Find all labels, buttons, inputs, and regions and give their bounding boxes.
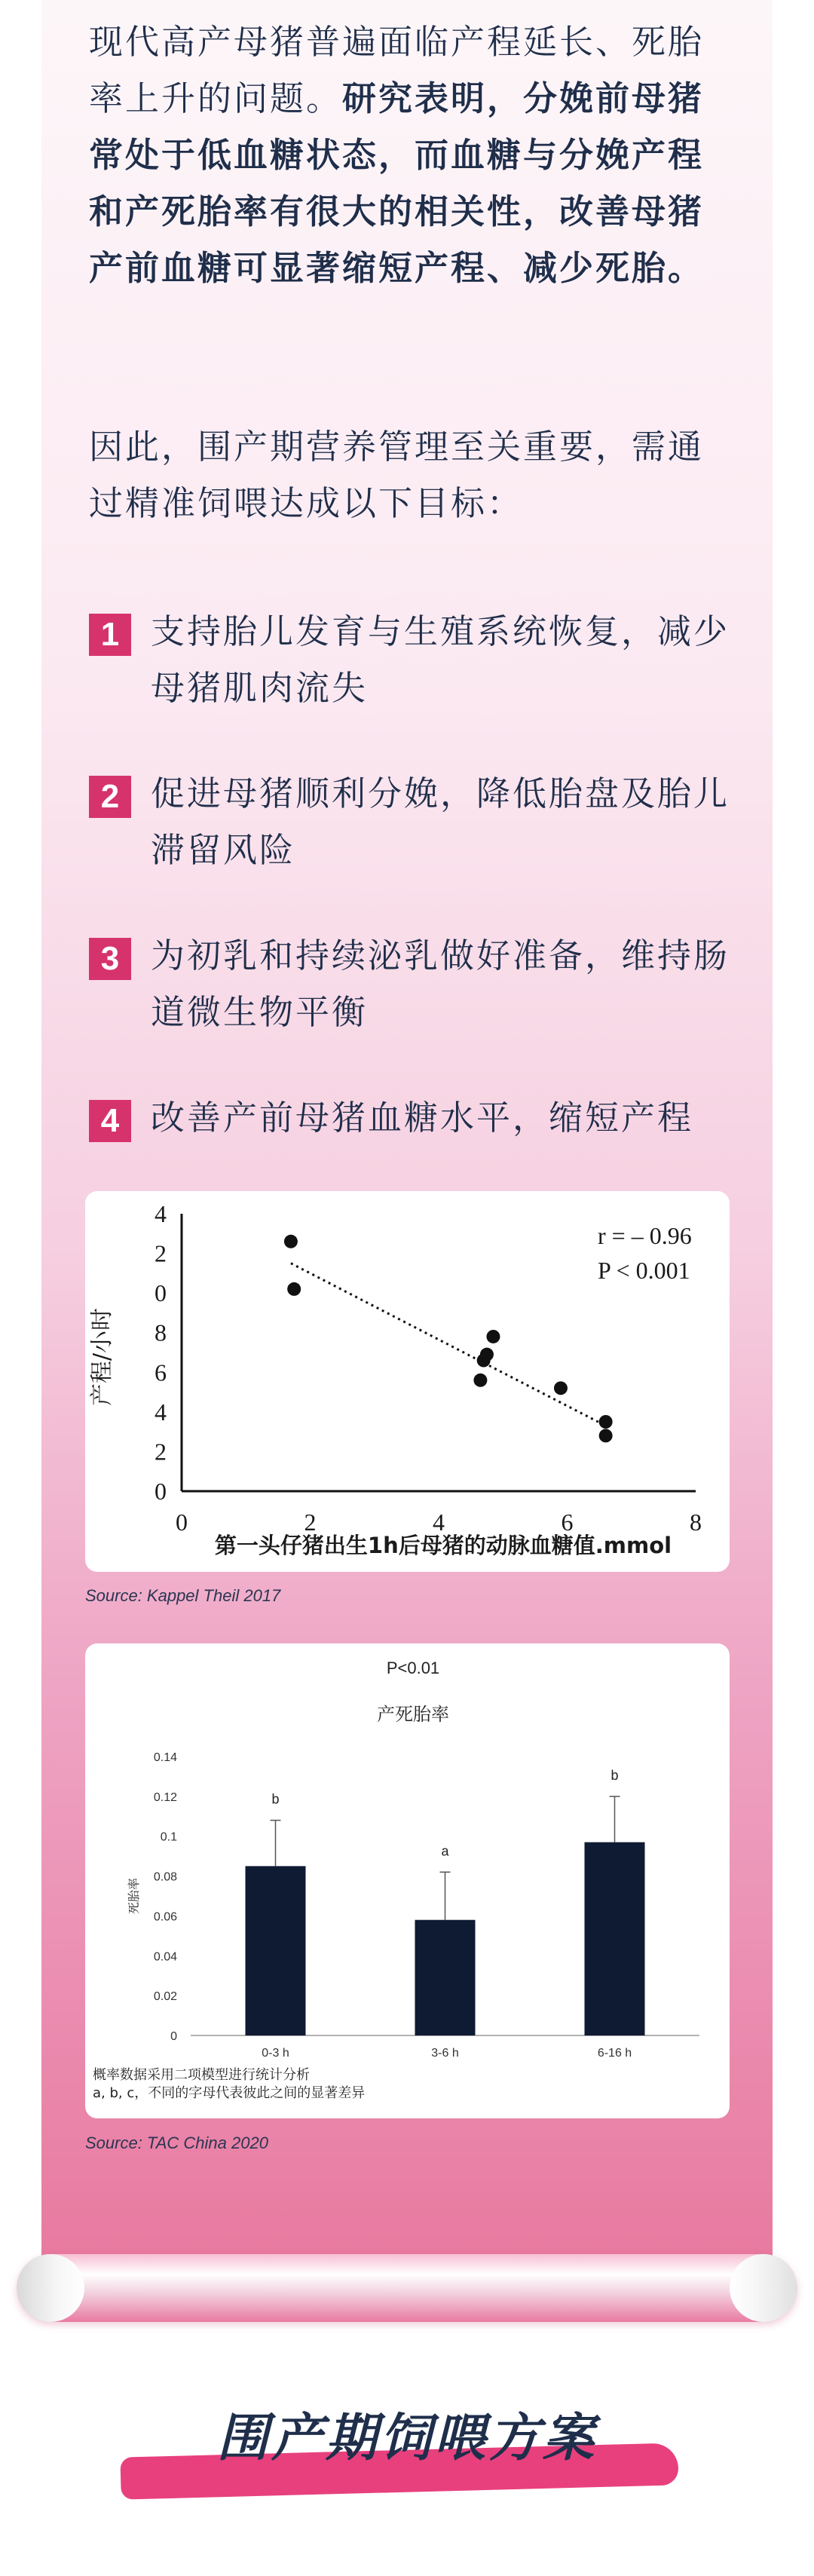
goal-item-4 xyxy=(89,1089,737,1146)
bar-y-tick-label: 0.04 xyxy=(153,1950,177,1964)
goal-number-badge: 3 xyxy=(89,938,131,980)
scatter-y-tick-label: 8 xyxy=(155,1319,167,1346)
scatter-point xyxy=(284,1235,298,1248)
scatter-y-tick-label: 6 xyxy=(155,1358,167,1386)
intro-bold-text: 研究表明，分娩前母猪常处于低血糖状态，而血糖与分娩产程和产死胎率有很大的相关性，改善母猪产前血糖可显著缩短产程、减少死胎。 xyxy=(89,78,705,288)
scroll-roller-cap-left xyxy=(17,2254,84,2322)
bar-y-tick-label: 0.02 xyxy=(153,1990,177,2004)
scatter-x-tick-label: 8 xyxy=(690,1509,702,1536)
intro-normal-text: 现代高产母猪普遍面临产程延长、死胎率上升的问题。 xyxy=(89,22,705,118)
goals-lead-paragraph: 因此，围产期营养管理至关重要，需通过精准饲喂达成以下目标： xyxy=(89,427,705,523)
scatter-point xyxy=(486,1330,500,1343)
scatter-trendline xyxy=(291,1263,606,1426)
bar-y-tick-label: 0.14 xyxy=(153,1751,177,1764)
scatter-ylabel: 产程/小时 xyxy=(89,1307,115,1407)
goal-text: 改善产前母猪血糖水平，缩短产程 xyxy=(151,1098,694,1138)
scatter-y-tick-label: 0 xyxy=(155,1279,167,1307)
scatter-annotation-p: P < 0.001 xyxy=(598,1257,690,1284)
scatter-y-tick-label: 4 xyxy=(155,1398,167,1426)
scatter-chart xyxy=(85,1191,730,1572)
bar-y-tick-label: 0.06 xyxy=(153,1910,177,1924)
scatter-x-tick-label: 2 xyxy=(304,1509,317,1536)
goal-number-badge: 2 xyxy=(89,776,131,818)
bar-source: Source: TAC China 2020 xyxy=(85,2133,268,2152)
bar-chart-note-2: a, b, c，不同的字母代表彼此之间的显著差异 xyxy=(93,2085,366,2101)
bar-category-label: 0-3 h xyxy=(262,2047,289,2060)
scatter-point xyxy=(599,1429,613,1442)
bar-chart xyxy=(85,1643,730,2118)
bar-y-tick-label: 0.1 xyxy=(160,1830,177,1844)
scatter-point xyxy=(473,1374,487,1387)
scatter-annotation-r: r = – 0.96 xyxy=(598,1222,692,1249)
bar-category-label: 3-6 h xyxy=(431,2047,459,2060)
bar-significance-letter: b xyxy=(271,1791,280,1807)
goal-number-badge: 1 xyxy=(89,614,131,656)
bar xyxy=(246,1866,306,2035)
goal-item-2 xyxy=(89,765,737,878)
bar-chart-ylabel: 死胎率 xyxy=(127,1877,141,1915)
scroll-roller xyxy=(17,2254,797,2322)
bar-y-tick-label: 0 xyxy=(170,2030,177,2043)
scatter-source: Source: Kappel Theil 2017 xyxy=(85,1586,281,1605)
scatter-chart-card xyxy=(85,1191,730,1572)
scatter-axes xyxy=(155,1200,702,1536)
section-title-text: 围产期饲喂方案 xyxy=(216,2409,597,2468)
scatter-x-tick-label: 4 xyxy=(433,1509,445,1536)
scatter-y-tick-label: 4 xyxy=(155,1200,167,1227)
scatter-xlabel: 第一头仔猪出生1h后母猪的动脉血糖值.mmol xyxy=(214,1533,672,1558)
bar-chart-header: P<0.01 xyxy=(386,1659,440,1677)
section-title xyxy=(0,2394,814,2507)
bar-chart-note-1: 概率数据采用二项模型进行统计分析 xyxy=(93,2067,310,2083)
goal-text: 支持胎儿发育与生殖系统恢复，减少母猪肌肉流失 xyxy=(151,611,730,708)
bar-chart-card xyxy=(85,1643,730,2118)
scatter-point xyxy=(554,1381,568,1395)
bar xyxy=(415,1920,476,2035)
bar-bars xyxy=(246,1768,645,2060)
scroll-roller-cap-right xyxy=(730,2254,797,2322)
goal-item-1 xyxy=(89,603,737,716)
scatter-y-tick-label: 2 xyxy=(155,1239,167,1267)
scatter-y-tick-label: 2 xyxy=(155,1438,167,1466)
scatter-y-tick-label: 0 xyxy=(155,1478,167,1505)
goal-text: 为初乳和持续泌乳做好准备，维持肠道微生物平衡 xyxy=(151,936,730,1032)
bar xyxy=(585,1842,645,2035)
goal-item-3 xyxy=(89,927,737,1040)
bar-significance-letter: a xyxy=(441,1843,449,1859)
scatter-trendline-segment xyxy=(291,1263,606,1426)
scatter-point xyxy=(599,1415,613,1429)
goal-number-badge: 4 xyxy=(89,1100,131,1142)
goal-text: 促进母猪顺利分娩，降低胎盘及胎儿滞留风险 xyxy=(151,773,730,870)
intro-paragraph xyxy=(89,14,730,296)
bar-chart-title: 产死胎率 xyxy=(377,1704,449,1725)
bar-y-tick-label: 0.08 xyxy=(153,1870,177,1884)
bar-significance-letter: b xyxy=(610,1767,619,1783)
bar-category-label: 6-16 h xyxy=(597,2047,632,2060)
bar-y-tick-label: 0.12 xyxy=(153,1790,177,1804)
scatter-point xyxy=(287,1282,301,1296)
scatter-x-tick-label: 6 xyxy=(561,1509,574,1536)
scatter-points xyxy=(284,1235,613,1443)
scatter-x-tick-label: 0 xyxy=(176,1509,188,1536)
scatter-point xyxy=(480,1348,494,1362)
